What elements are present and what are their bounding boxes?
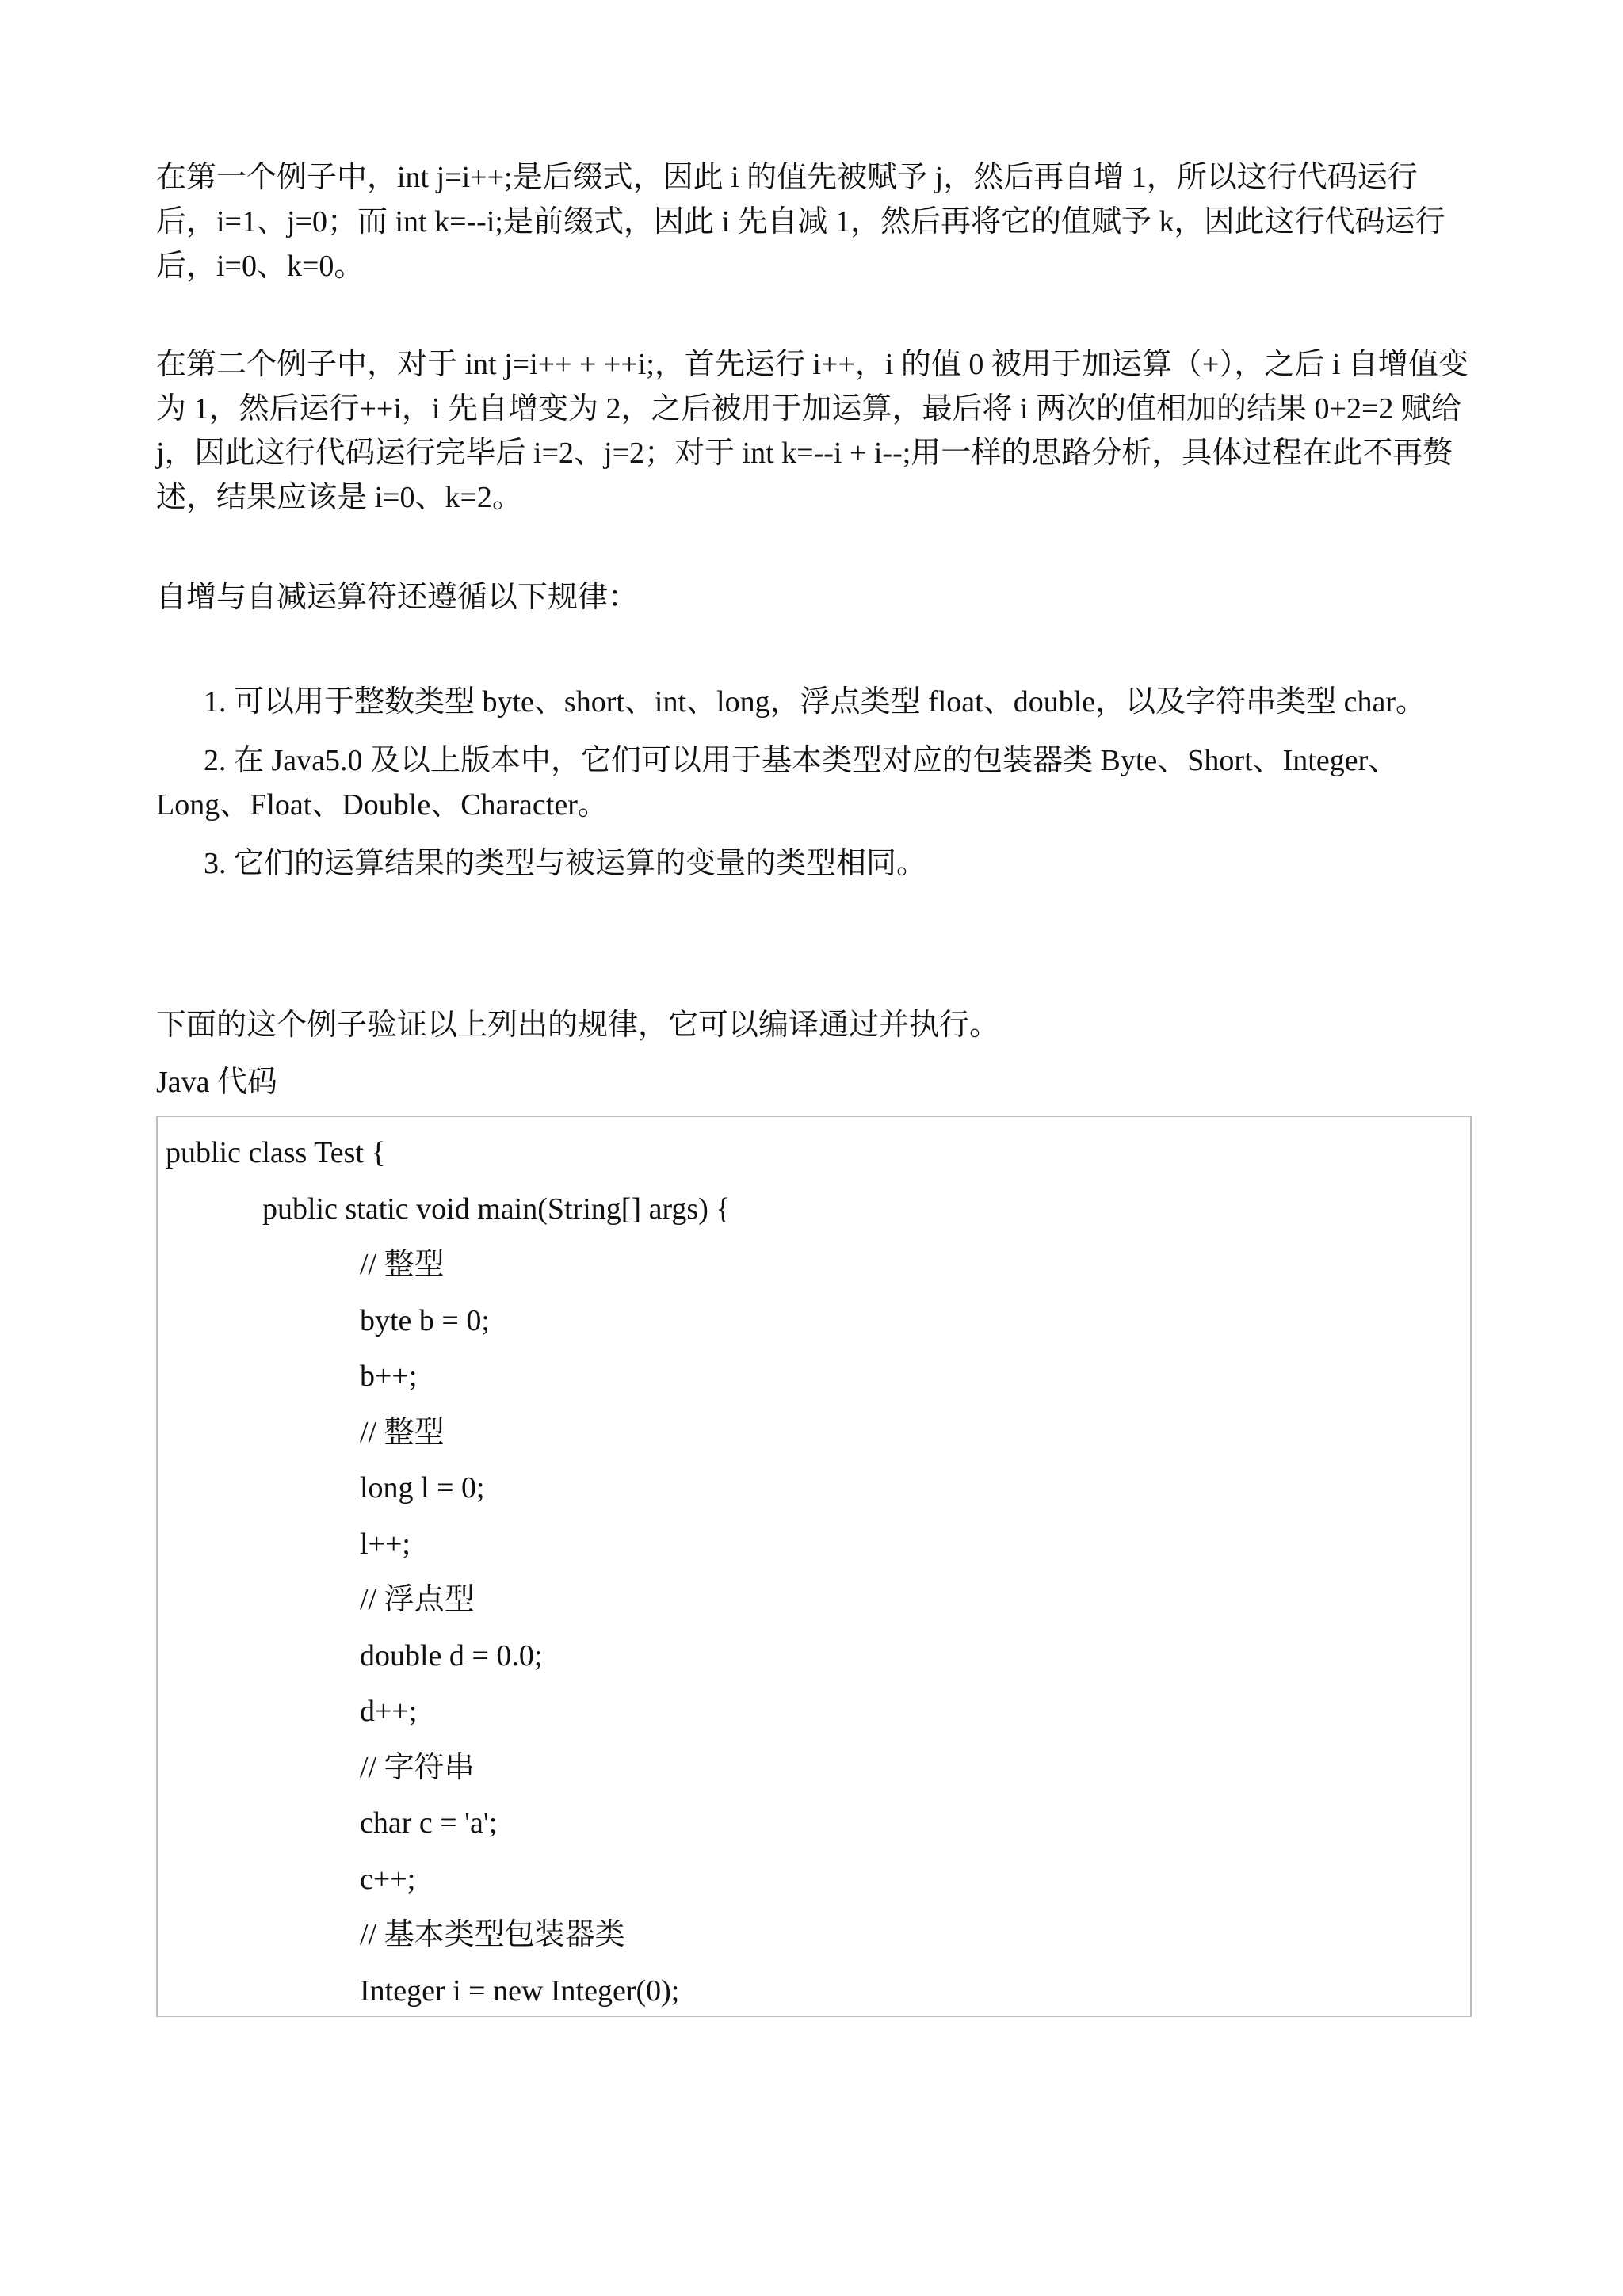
code-line: Integer i = new Integer(0); — [360, 1974, 680, 2008]
paragraph-example-intro: 下面的这个例子验证以上列出的规律，它可以编译通过并执行。 — [156, 1009, 1000, 1042]
paragraph-first-example: 在第一个例子中，int j=i++;是后缀式，因此 i 的值先被赋予 j，然后再自增 1，所以这行代码运行后，i=1、j=0；而 int k=--i;是前缀式，因此 i 先自减 1，然后再将它的值赋予 k，因此这行代码运行后，i=0、k=0。 — [156, 161, 1445, 283]
code-line: c++; — [360, 1862, 416, 1896]
code-line: b++; — [360, 1360, 418, 1393]
code-label: Java 代码 — [156, 1066, 278, 1099]
document-page — [156, 155, 1472, 2017]
rule-item-3: 3. 它们的运算结果的类型与被运算的变量的类型相同。 — [204, 847, 927, 880]
paragraph-rules-intro: 自增与自减运算符还遵循以下规律： — [156, 581, 639, 614]
code-comment: // 基本类型包装器类 — [360, 1918, 625, 1951]
code-comment: // 字符串 — [360, 1750, 475, 1784]
code-block — [156, 1116, 1472, 2017]
code-line: l++; — [360, 1527, 411, 1561]
code-line: public static void main(String[] args) { — [262, 1192, 731, 1226]
code-comment: // 整型 — [360, 1415, 445, 1449]
code-line: char c = 'a'; — [360, 1806, 498, 1840]
rule-item-2: 2. 在 Java5.0 及以上版本中，它们可以用于基本类型对应的包装器类 Byte、Short、Integer、Long、Float、Double、Character。 — [156, 744, 1399, 822]
code-line: d++; — [360, 1695, 418, 1728]
code-line: byte b = 0; — [360, 1303, 490, 1337]
code-line: double d = 0.0; — [360, 1638, 543, 1672]
code-line: long l = 0; — [360, 1471, 485, 1505]
code-line: public class Test { — [166, 1136, 386, 1169]
code-comment: // 整型 — [360, 1248, 445, 1281]
rule-item-1: 1. 可以用于整数类型 byte、short、int、long，浮点类型 float、double，以及字符串类型 char。 — [204, 685, 1426, 719]
paragraph-second-example: 在第二个例子中，对于 int j=i++ + ++i;，首先运行 i++，i 的值 0 被用于加运算（+），之后 i 自增值变为 1，然后运行++i，i 先自增变为 2，之后被用于加运算，最后将 i 两次的值相加的结果 0+2=2 赋给 j，因此这行代码运行完毕后 i=2、j=2；对于 int k=--i + i--;用一样的思路分析，具体过程在此不再赘述，结果应该是 i=0、k=2。 — [156, 348, 1468, 514]
code-comment: // 浮点型 — [360, 1583, 475, 1616]
